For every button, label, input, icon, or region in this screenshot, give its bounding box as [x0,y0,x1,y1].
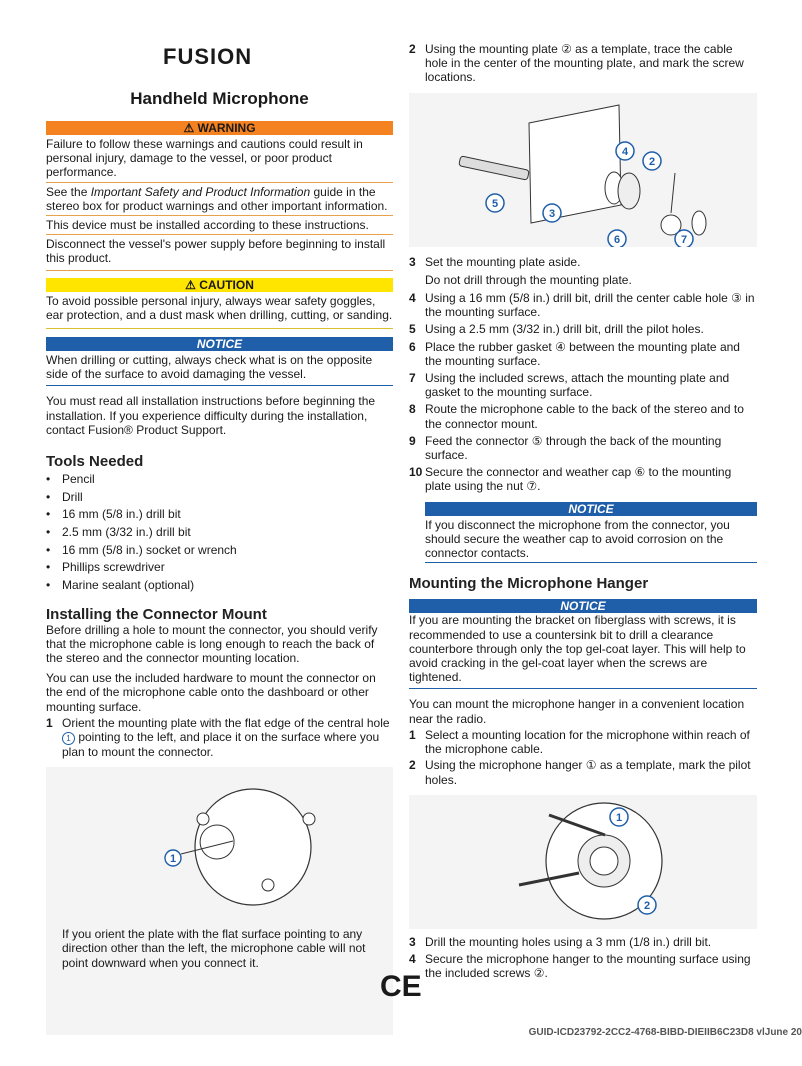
mount-step [409,255,757,269]
notice-bar-2: NOTICE [425,502,757,516]
step-number: 10 [409,465,423,480]
step-number: 4 [409,951,416,966]
step-text: Do not drill through the mounting plate. [425,272,632,287]
callout-6-label: 6 [613,233,621,246]
hanger-step [409,935,757,949]
step-text: Drill the mounting holes using a 3 mm (1/8 in.) drill bit. [425,934,712,949]
step-text: Secure the microphone hanger to the mounting surface using the included screws ②. [425,951,751,981]
mount-step [409,465,757,493]
fusion-logo [163,44,275,68]
tools-item: • Phillips screwdriver [46,559,393,577]
notice-text-2: If you disconnect the microphone from the connector, you should secure the weather cap to avoid corrosion on the connector contacts. [425,516,757,564]
mount-step [409,434,757,462]
tools-item: • 2.5 mm (3/32 in.) drill bit [46,524,393,542]
left-column [46,121,393,1035]
step-text-b: pointing to the left, and place it on the surface where you plan to mount the connector. [62,730,380,760]
step-text: Using the mounting plate ② as a template, trace the cable hole in the center of the mounting plate, and mark the screw locations. [425,42,744,85]
connector-body [459,155,530,179]
callout-7-group [675,230,693,247]
page-title: Handheld Microphone [130,89,309,108]
mount-step-note [409,273,757,287]
callout-2-group [643,152,661,170]
mount-step [409,371,757,399]
caution-bar [46,278,393,292]
hanger-step [409,728,757,756]
callout-1-group [610,808,628,826]
warning-text-3: This device must be installed according to these instructions. [46,216,393,235]
callout-1-label: 1 [169,853,177,866]
tools-heading: Tools Needed [46,453,144,471]
connector-step-1 [46,716,393,759]
step-number: 1 [46,715,53,730]
right-column [409,42,757,980]
callout-7-label: 7 [680,233,688,246]
hanger-heading: Mounting the Microphone Hanger [409,575,649,593]
connector-text-2: You can use the included hardware to mount the connector on the end of the microphone cable onto the dashboard or other mounting surface. [46,671,376,714]
caution-text: To avoid possible personal injury, always wear safety goggles, ear protection, and a dust mask when drilling, cutting, or sanding. [46,292,393,329]
step-number: 3 [409,254,416,269]
warning-label: WARNING [197,121,256,135]
mount-steps-list [409,255,757,494]
warning-text-1: Failure to follow these warnings and cautions could result in personal injury, damage to the vessel, or poor product performance. [46,135,393,183]
step-text: Secure the connector and weather cap ⑥ to the mounting plate using the nut ⑦. [425,465,732,494]
callout-5-label: 5 [491,197,499,210]
step-text: Place the rubber gasket ④ between the mounting plate and the mounting surface. [425,339,740,368]
warning-text-2a: See the [46,184,91,199]
connector-figure [409,93,757,247]
step-text: Using the microphone hanger ① as a template, mark the pilot holes. [425,758,751,787]
callout-2-group [638,896,656,914]
mounting-surface [529,105,621,223]
ce-mark: CE [380,970,422,1003]
screw-hole [262,879,274,891]
notice-text-1: When drilling or cutting, always check what is on the opposite side of the surface to avoid damaging the vessel. [46,351,393,386]
screw-hole [303,813,315,825]
step-number: 9 [409,433,416,448]
mount-step [409,42,757,85]
warning-text-2b: guide in the stereo box for product warnings and other important information. [46,184,388,213]
document-id-footer: GUID-ICD23792-2CC2-4768-BIBD-DIEIIB6C23D8 vlJune 20 [528,1027,802,1038]
step-text: Using the included screws, attach the mounting plate and gasket to the mounting surface. [425,371,730,400]
step-text: Using a 16 mm (5/8 in.) drill bit, drill the center cable hole ③ in the mounting surface. [425,291,755,320]
hanger-callout-1-label: 1 [615,811,623,824]
intro-text: You must read all installation instructions before beginning the installation. If you experience difficulty during the installation, contact Fusion® Product Support. [46,394,376,437]
mount-step [409,291,757,319]
step-number: 8 [409,402,416,417]
tools-item: • Marine sealant (optional) [46,577,393,595]
caution-label: CAUTION [199,277,254,292]
step-number: 4 [409,291,416,306]
step-text: Using a 2.5 mm (3/32 in.) drill bit, drill the pilot holes. [425,322,704,337]
warning-bar [46,121,393,135]
step-number: 5 [409,322,416,337]
hanger-step [409,758,757,786]
callout-4-label: 4 [621,145,629,158]
warning-text-4: Disconnect the vessel's power supply before beginning to install this product. [46,235,393,270]
step-number: 7 [409,371,416,386]
step-number: 1 [409,727,416,742]
hanger-notice-text: If you are mounting the bracket on fiberglass with screws, it is recommended to use a countersink bit to drill a clearance counterbore through only the top gel-coat layer. This will help to avoid cracking in the gel-coat layer when the screws are tightened. [409,613,757,689]
mount-step [409,340,757,368]
screw-hole [197,813,209,825]
warning-icon: ⚠ [183,121,195,135]
nut [692,211,706,235]
hanger-hole [590,847,618,875]
notice-box-2 [425,502,757,564]
plate-figure [46,767,393,1035]
warning-text-2 [46,183,393,216]
hanger-step [409,952,757,980]
step-number: 2 [409,758,416,773]
plate-figure-note: If you orient the plate with the flat surface pointing to any direction other than the left, the microphone cable will not point downward when you connect it. [62,927,366,970]
callout-2-label: 2 [648,155,656,168]
callout-3-label: 3 [548,207,556,220]
hanger-callout-2-label: 2 [643,899,651,912]
plate-diagram [46,767,393,1035]
mounting-plate [618,173,640,209]
callout-1: 1 [62,732,75,745]
step-number: 6 [409,339,416,354]
hanger-intro: You can mount the microphone hanger in a convenient location near the radio. [409,697,745,726]
notice-bar-1: NOTICE [46,337,393,351]
hanger-figure [409,795,757,929]
tools-item: • 16 mm (5/8 in.) socket or wrench [46,542,393,560]
caution-icon: ⚠ [185,277,196,292]
step-text: Set the mounting plate aside. [425,254,581,269]
tools-item: • 16 mm (5/8 in.) drill bit [46,506,393,524]
mount-step [409,322,757,336]
cap-strap [671,173,675,213]
connector-heading: Installing the Connector Mount [46,606,267,624]
step-number: 3 [409,934,416,949]
connector-diagram [409,93,757,247]
brand-text: FUSION [163,44,253,68]
tools-item: • Drill [46,489,393,507]
mount-step [409,402,757,430]
callout-6-group [608,230,626,247]
tools-list [46,471,393,594]
notice-bar-3: NOTICE [409,599,757,613]
warning-text-2-italic: Important Safety and Product Information [90,184,311,199]
hanger-diagram [409,795,757,929]
step-text-a: Orient the mounting plate with the flat edge of the central hole [62,715,390,730]
step-text: Select a mounting location for the microphone within reach of the microphone cable. [425,727,750,757]
step-text: Route the microphone cable to the back of the stereo and to the connector mount. [425,402,744,431]
step-text: Feed the connector ⑤ through the back of the mounting surface. [425,433,722,463]
callout-5-group [486,194,504,212]
callout-3-group [543,204,561,222]
tools-item: • Pencil [46,471,393,489]
callout-4-group [616,142,634,160]
step-number: 2 [409,42,416,56]
connector-text-1: Before drilling a hole to mount the connector, you should verify that the microphone cable is long enough to reach the back of the stereo and the connector mounting location. [46,622,378,666]
